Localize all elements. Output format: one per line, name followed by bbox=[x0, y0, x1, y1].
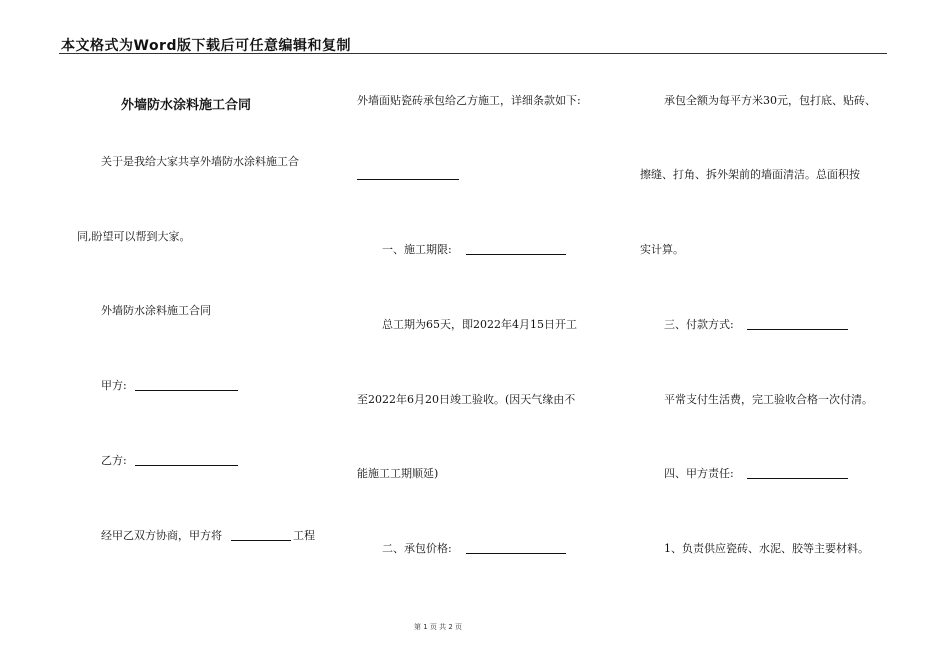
agreement-suffix: 工程 bbox=[293, 529, 315, 542]
price-line-3: 实计算。 bbox=[640, 243, 684, 256]
price-blank bbox=[466, 553, 566, 554]
period-line-2: 至2022年6月20日竣工验收。(因天气缘由不 bbox=[357, 393, 576, 406]
document-title: 外墙防水涂料施工合同 bbox=[121, 98, 252, 113]
page-number: 第 1 页 共 2 页 bbox=[414, 623, 463, 631]
project-name-blank bbox=[231, 540, 291, 541]
price-line-1: 承包全额为每平方米30元，包打底、贴砖、 bbox=[664, 94, 876, 107]
intro-line-2: 同,盼望可以帮到大家。 bbox=[77, 230, 191, 243]
contract-subtitle: 外墙防水涂料施工合同 bbox=[101, 304, 211, 317]
scope-line: 外墙面贴瓷砖承包给乙方施工，详细条款如下: bbox=[357, 94, 581, 107]
duty-item-1: 1、负责供应瓷砖、水泥、胶等主要材料。 bbox=[664, 542, 869, 555]
header-divider bbox=[59, 53, 887, 54]
price-line-2: 擦缝、打角、拆外架前的墙面清洁。总面积按 bbox=[640, 168, 860, 181]
party-a-blank bbox=[135, 390, 238, 391]
section-4-heading: 四、甲方责任: bbox=[664, 467, 734, 480]
intro-line-1: 关于是我给大家共享外墙防水涂料施工合 bbox=[101, 155, 299, 168]
section-1-heading: 一、施工期限: bbox=[382, 243, 452, 256]
scope-blank bbox=[357, 179, 459, 180]
section-2-heading: 二、承包价格: bbox=[382, 542, 452, 555]
period-blank bbox=[466, 254, 566, 255]
download-banner-title: 本文格式为Word版下载后可任意编辑和复制 bbox=[61, 38, 351, 54]
payment-blank bbox=[747, 329, 848, 330]
agreement-prefix: 经甲乙双方协商，甲方将 bbox=[101, 529, 222, 542]
party-b-blank bbox=[135, 465, 238, 466]
period-line-3: 能施工工期顺延) bbox=[357, 467, 439, 480]
section-3-heading: 三、付款方式: bbox=[664, 318, 734, 331]
period-line-1: 总工期为65天，即2022年4月15日开工 bbox=[382, 318, 577, 331]
payment-line: 平常支付生活费，完工验收合格一次付清。 bbox=[664, 393, 873, 406]
party-b-label: 乙方: bbox=[101, 454, 127, 467]
duty-blank bbox=[747, 478, 848, 479]
party-a-label: 甲方: bbox=[101, 379, 127, 392]
